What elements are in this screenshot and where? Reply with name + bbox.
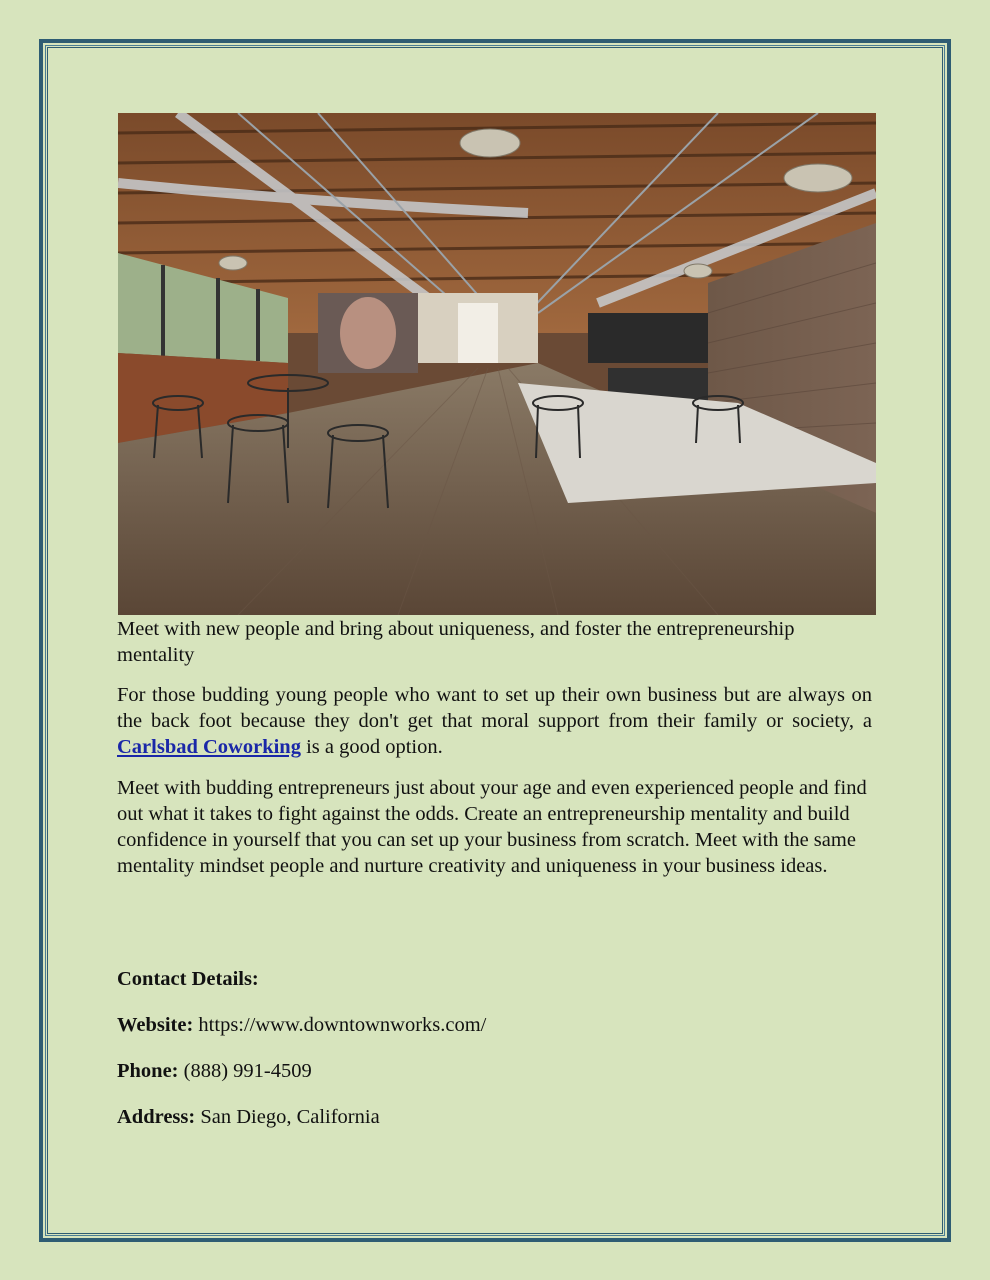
body-text: [117, 616, 872, 894]
address-value: San Diego, California: [195, 1106, 380, 1128]
contact-heading: Contact Details:: [117, 968, 259, 990]
contact-phone: [117, 1058, 312, 1084]
paragraph-intro-text: For those budding young people who want to set up their own business but are always on the back foot because they don't get that moral support from their family or society, a: [117, 684, 872, 732]
carlsbad-coworking-link[interactable]: Carlsbad Coworking: [117, 736, 301, 758]
photo-caption: Meet with new people and bring about uniqueness, and foster the entrepreneurship mentality: [117, 618, 795, 666]
paragraph-entrepreneurs: Meet with budding entrepreneurs just about your age and even experienced people and find out what it takes to fight against the odds. Create an entrepreneurship mentality and build confidence in yourself that you can set up your business from scratch. Meet with the same mentality mindset people and nurture creativity and uniqueness in your business ideas.: [117, 777, 867, 877]
address-label: Address:: [117, 1106, 196, 1128]
coworking-photo: [118, 113, 876, 615]
paragraph-intro: [117, 682, 872, 760]
website-value: https://www.downtownworks.com/: [193, 1014, 487, 1036]
phone-label: Phone:: [117, 1060, 179, 1082]
contact-website: [117, 1012, 486, 1038]
contact-address: [117, 1104, 380, 1130]
paragraph-intro-tail: is a good option.: [300, 736, 443, 758]
website-label: Website:: [117, 1014, 194, 1036]
phone-value: (888) 991-4509: [178, 1060, 312, 1082]
